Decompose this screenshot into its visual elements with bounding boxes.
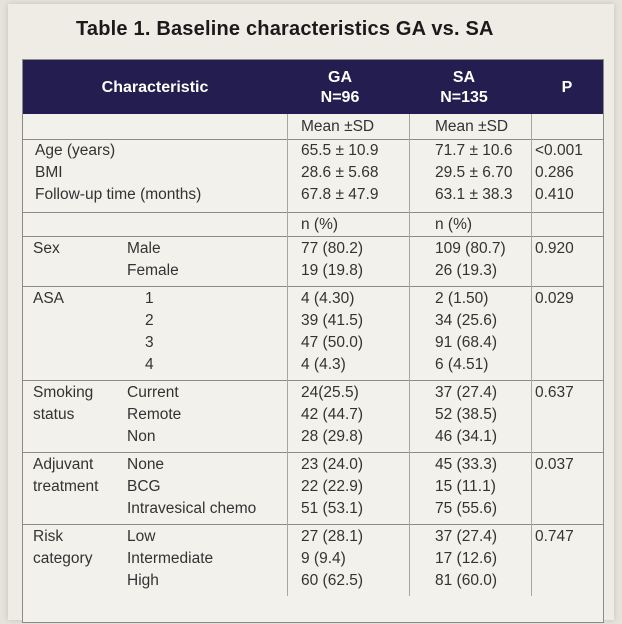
subheader-ga: Mean ±SD	[301, 118, 375, 135]
continuous-row-label: Age (years)	[35, 142, 116, 159]
header-characteristic: Characteristic	[101, 79, 209, 96]
category-label: Current	[127, 384, 179, 401]
continuous-row-label: Follow-up time (months)	[35, 186, 202, 203]
header-sa-n: N=135	[440, 89, 488, 106]
category-ga: 77 (80.2)	[301, 240, 364, 257]
group-divider	[23, 286, 603, 287]
category-sa: 109 (80.7)	[435, 240, 506, 257]
category-label: Remote	[127, 406, 182, 423]
continuous-row-sa: 71.7 ± 10.6	[435, 142, 513, 159]
category-ga: 27 (28.1)	[301, 528, 364, 545]
group-p-value: 0.029	[535, 290, 574, 307]
group-label: Sex	[33, 240, 60, 257]
category-sa: 81 (60.0)	[435, 572, 498, 589]
category-sa: 37 (27.4)	[435, 384, 498, 401]
category-sa: 37 (27.4)	[435, 528, 498, 545]
baseline-table	[22, 59, 604, 623]
table-header	[23, 60, 603, 114]
category-sa: 91 (68.4)	[435, 334, 498, 351]
category-ga: 19 (19.8)	[301, 262, 364, 279]
group-p-value: 0.920	[535, 240, 574, 257]
category-label: 1	[145, 290, 154, 307]
group-p-value: 0.747	[535, 528, 574, 545]
category-ga: 47 (50.0)	[301, 334, 364, 351]
subheader-sa: Mean ±SD	[435, 118, 509, 135]
continuous-row-ga: 67.8 ± 47.9	[301, 186, 379, 203]
column-divider	[409, 114, 410, 596]
group-p-value: 0.037	[535, 456, 574, 473]
category-sa: 34 (25.6)	[435, 312, 498, 329]
category-ga: 39 (41.5)	[301, 312, 364, 329]
category-label: Intravesical chemo	[127, 500, 257, 517]
category-sa: 17 (12.6)	[435, 550, 498, 567]
category-ga: 9 (9.4)	[301, 550, 346, 567]
group-label: Smoking	[33, 384, 94, 401]
category-label: Non	[127, 428, 156, 445]
continuous-row-sa: 29.5 ± 6.70	[435, 164, 513, 181]
category-sa: 46 (34.1)	[435, 428, 498, 445]
category-sa: 75 (55.6)	[435, 500, 498, 517]
category-ga: 28 (29.8)	[301, 428, 364, 445]
subheader-n-sa: n (%)	[435, 216, 473, 233]
category-ga: 42 (44.7)	[301, 406, 364, 423]
category-ga: 60 (62.5)	[301, 572, 364, 589]
category-ga: 22 (22.9)	[301, 478, 364, 495]
group-label: treatment	[33, 478, 99, 495]
category-sa: 26 (19.3)	[435, 262, 498, 279]
category-label: 3	[145, 334, 154, 351]
group-label: category	[33, 550, 93, 567]
category-label: Female	[127, 262, 179, 279]
category-sa: 6 (4.51)	[435, 356, 489, 373]
category-label: Male	[127, 240, 161, 257]
group-divider	[23, 236, 603, 237]
group-label: status	[33, 406, 75, 423]
category-label: 2	[145, 312, 154, 329]
header-ga: GA	[328, 69, 352, 86]
group-p-value: 0.637	[535, 384, 574, 401]
group-label: Adjuvant	[33, 456, 94, 473]
continuous-row-sa: 63.1 ± 38.3	[435, 186, 513, 203]
group-label: Risk	[33, 528, 64, 545]
group-divider	[23, 524, 603, 525]
category-sa: 45 (33.3)	[435, 456, 498, 473]
continuous-row-p: <0.001	[535, 142, 583, 159]
column-divider	[287, 114, 288, 596]
column-divider	[531, 114, 532, 596]
row-divider	[23, 212, 603, 213]
category-label: Intermediate	[127, 550, 214, 567]
category-label: 4	[145, 356, 154, 373]
category-ga: 4 (4.3)	[301, 356, 346, 373]
category-ga: 24(25.5)	[301, 384, 359, 401]
category-ga: 51 (53.1)	[301, 500, 364, 517]
header-sa: SA	[452, 69, 476, 86]
continuous-row-label: BMI	[35, 164, 63, 181]
header-ga-n: N=96	[320, 89, 360, 106]
category-sa: 15 (11.1)	[435, 478, 496, 495]
paper-sheet	[8, 4, 614, 620]
group-divider	[23, 452, 603, 453]
category-sa: 52 (38.5)	[435, 406, 498, 423]
group-label: ASA	[33, 290, 65, 307]
category-label: BCG	[127, 478, 161, 495]
continuous-row-p: 0.410	[535, 186, 574, 203]
table-title: Table 1. Baseline characteristics GA vs. SA	[76, 18, 494, 40]
group-divider	[23, 380, 603, 381]
category-label: Low	[127, 528, 156, 545]
category-ga: 23 (24.0)	[301, 456, 364, 473]
category-ga: 4 (4.30)	[301, 290, 355, 307]
continuous-row-p: 0.286	[535, 164, 574, 181]
row-divider	[23, 139, 603, 140]
category-label: High	[127, 572, 159, 589]
category-sa: 2 (1.50)	[435, 290, 489, 307]
subheader-n-ga: n (%)	[301, 216, 339, 233]
continuous-row-ga: 28.6 ± 5.68	[301, 164, 379, 181]
category-label: None	[127, 456, 165, 473]
header-p: P	[561, 79, 573, 96]
continuous-row-ga: 65.5 ± 10.9	[301, 142, 379, 159]
